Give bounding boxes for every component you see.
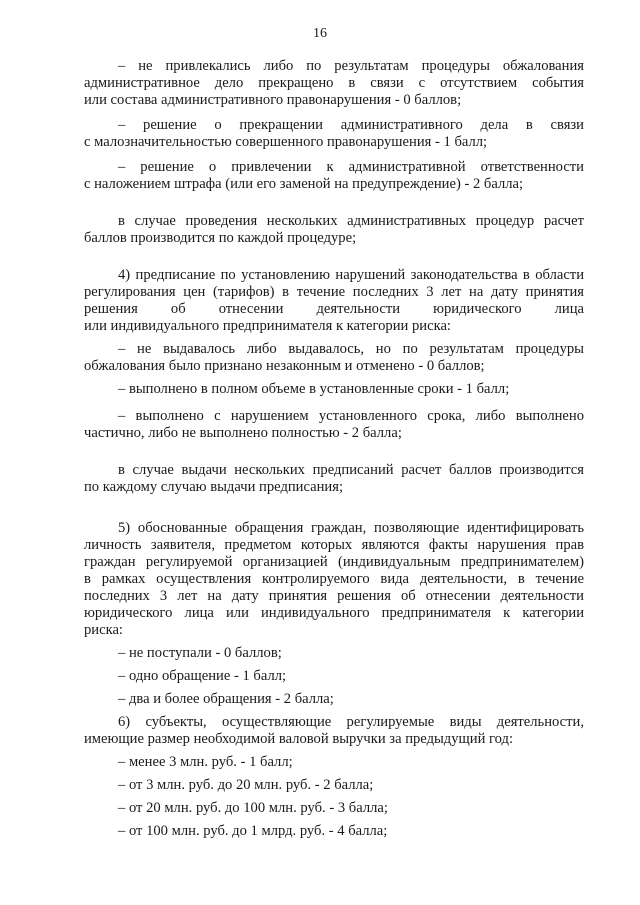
text-line: в случае проведения нескольких административных процедур расчет: [118, 213, 584, 229]
text-line: в рамках осуществления контролируемого вида деятельности, в течение: [84, 571, 584, 587]
paragraph-case-terminated: [84, 117, 584, 151]
text-line: – от 3 млн. руб. до 20 млн. руб. - 2 балла;: [118, 777, 374, 793]
paragraph-not-held-liable: [84, 58, 584, 109]
text-line: 4) предписание по установлению нарушений законодательства в области: [118, 267, 584, 283]
paragraph-revenue-100m-1b: [84, 823, 584, 840]
text-line: личность заявителя, предметом которых являются факты нарушения прав: [84, 537, 584, 553]
paragraph-item-5-complaints: [84, 520, 584, 639]
paragraph-not-issued: [84, 341, 584, 375]
text-line: регулирования цен (тарифов) в течение последних 3 лет на дату принятия: [84, 284, 584, 300]
text-line: 5) обоснованные обращения граждан, позволяющие идентифицировать: [118, 520, 584, 536]
paragraph-executed-late: [84, 408, 584, 442]
text-line: 6) субъекты, осуществляющие регулируемые виды деятельности,: [118, 714, 584, 730]
text-line: – не привлекались либо по результатам процедуры обжалования: [118, 58, 584, 74]
text-line: – от 20 млн. руб. до 100 млн. руб. - 3 балла;: [118, 800, 388, 816]
text-line: административное дело прекращено в связи с отсутствием события: [84, 75, 584, 91]
text-line: юридического лица или индивидуального предпринимателя к категории: [84, 605, 584, 621]
paragraph-item-6-revenue: [84, 714, 584, 748]
text-line: – выполнено с нарушением установленного срока, либо выполнено: [118, 408, 584, 424]
paragraph-revenue-3-20m: [84, 777, 584, 794]
paragraph-held-liable-fine: [84, 159, 584, 193]
document-body: [84, 58, 584, 840]
text-line: с малозначительностью совершенного правонарушения - 1 балл;: [84, 134, 488, 150]
text-line: имеющие размер необходимой валовой выручки за предыдущий год:: [84, 731, 514, 747]
text-line: в случае выдачи нескольких предписаний расчет баллов производится: [118, 462, 584, 478]
text-line: – не поступали - 0 баллов;: [118, 645, 282, 661]
text-line: – менее 3 млн. руб. - 1 балл;: [118, 754, 293, 770]
page-number: 16: [313, 26, 327, 41]
text-line: – от 100 млн. руб. до 1 млрд. руб. - 4 балла;: [118, 823, 388, 839]
paragraph-item-4-orders: [84, 267, 584, 335]
text-line: обжалования было признано незаконным и отменено - 0 баллов;: [84, 358, 485, 374]
text-line: – выполнено в полном объеме в установленные сроки - 1 балл;: [118, 381, 510, 397]
text-line: или состава административного правонарушения - 0 баллов;: [84, 92, 462, 108]
text-line: – решение о прекращении административного дела в связи: [118, 117, 584, 133]
text-line: – не выдавалось либо выдавалось, но по результатам процедуры: [118, 341, 584, 357]
paragraph-one-complaint: [84, 668, 584, 685]
paragraph-fully-executed: [84, 381, 584, 398]
text-line: баллов производится по каждой процедуре;: [84, 230, 357, 246]
paragraph-revenue-20-100m: [84, 800, 584, 817]
text-line: – решение о привлечении к административной ответственности: [118, 159, 584, 175]
text-line: решения об отнесении деятельности юридического лица: [84, 301, 584, 317]
paragraph-multiple-procedures: [84, 213, 584, 247]
paragraph-multiple-orders: [84, 462, 584, 496]
text-line: с наложением штрафа (или его заменой на предупреждение) - 2 балла;: [84, 176, 524, 192]
paragraph-none-received: [84, 645, 584, 662]
text-line: или индивидуального предпринимателя к категории риска:: [84, 318, 451, 334]
text-line: граждан регулируемой организацией (индивидуальным предпринимателем): [84, 554, 584, 570]
text-line: частично, либо не выполнено полностью - 2 балла;: [84, 425, 402, 441]
text-line: риска:: [84, 622, 123, 638]
text-line: – два и более обращения - 2 балла;: [118, 691, 334, 707]
paragraph-two-or-more: [84, 691, 584, 708]
text-line: по каждому случаю выдачи предписания;: [84, 479, 344, 495]
text-line: – одно обращение - 1 балл;: [118, 668, 287, 684]
text-line: последних 3 лет на дату принятия решения об отнесении деятельности: [84, 588, 584, 604]
paragraph-revenue-under-3m: [84, 754, 584, 771]
